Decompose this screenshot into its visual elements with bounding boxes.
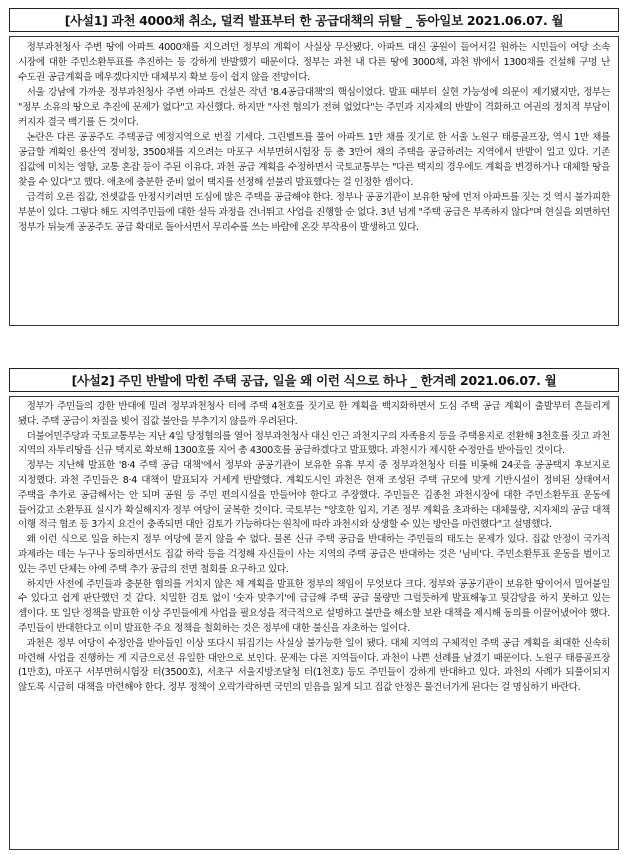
editorial2-title: [사설2] 주민 반발에 막힌 주택 공급, 일을 왜 이런 식으로 하나 _ 한겨레 2021.06.07. 월 <box>9 368 619 392</box>
editorial2-paragraph-4: 왜 이런 식으로 일을 하는지 정부 여당에 묻지 않을 수 없다. 물론 신규 주택 공급을 반대하는 주민들의 태도는 문제가 있다. 집값 안정이 국가적 과제라는 데는 누구나 동의하면서도 집값 하락 등을 걱정해 자신들이 사는 지역의 주택 공급은 반대하는 것은 '님비'다. 주민소환투표 운동을 벌이고 있는 주민 단체는 아예 주택 추가 공급의 전면 철회를 요구하고 있다. <box>18 534 610 575</box>
editorial2-paragraph-2: 더불어민주당과 국토교통부는 지난 4일 당정협의를 열어 정부과천청사 대신 인근 과천지구의 자족용지 등을 주택용지로 전환해 3천호를 짓고 과천 지역의 자투리땅을 신규 택지로 확보해 1300호를 지어 총 4300호를 공급하겠다고 발표했다. 과천시가 제시한 수정안을 받아들인 것이다. <box>18 430 610 457</box>
editorial2-paragraph-5: 하지만 사전에 주민들과 충분한 협의를 거치지 않은 채 계획을 발표한 정부의 책임이 무엇보다 크다. 정부와 공공기관이 보유한 땅이어서 밀어붙일 수 있다고 쉽게 판단했던 것 같다. 치밀한 검토 없이 '숫자 맞추기'에 급급해 주택 공급 물량만 그럴듯하게 발표해놓고 뒷감당을 하지 못하고 있는 셈이다. 또 일단 정책을 발표한 이상 주민들에게 사업을 필요성을 적극적으로 설명하고 불만을 해소할 보완 대책을 제시해 동의를 이끌어냈어야 했다. 주민들이 반대한다고 이미 발표한 주요 정책을 철회하는 것은 정부에 대한 불신을 자초하는 일이다. <box>18 578 610 634</box>
editorial2-paragraph-1: 정부가 주민들의 강한 반대에 밀려 정부과천청사 터에 주택 4천호를 짓기로 한 계획을 백지화하면서 도심 주택 공급 계획이 출발부터 흔들리게 됐다. 주택 공급이 차질을 빚어 집값 불안을 부추기지 않을까 우려된다. <box>18 401 610 427</box>
editorial1-paragraph-1: 정부과천청사 주변 땅에 아파트 4000채를 지으려던 정부의 계획이 사실상 무산됐다. 아파트 대신 공원이 들어서길 원하는 시민들이 여당 소속 시장에 대한 주민소환투표를 추진하는 등 강하게 반발했기 때문이다. 정부는 과천 내 다른 땅에 3000채, 과천 밖에서 1300채를 건설해 구멍 난 수도권 공급계획을 메우겠다지만 대체부지 확보 등이 쉽지 않을 전망이다. <box>18 42 610 83</box>
editorial1-paragraph-3: 논란은 다른 공공주도 주택공급 예정지역으로 번질 기세다. 그린벨트를 풀어 아파트 1만 채를 짓기로 한 서울 노원구 태릉골프장, 역시 1만 채를 공급할 계획인 용산역 정비창, 3500채를 지으려는 마포구 서부면허시험장 등 총 3만여 채의 주택을 공급하려는 지역에서 반발이 일고 있다. 기존 집값에 미치는 영향, 교통 혼잡 등이 주된 이유다. 과천 공급 계획을 수정하면서 국토교통부는 "다른 택지의 경우에도 계획을 변경하거나 대체할 땅을 찾을 수 있다"고 했다. 애초에 충분한 준비 없이 택지를 선정해 섣불리 발표했다는 걸 인정한 셈이다. <box>18 132 610 188</box>
editorial1-title: [사설1] 과천 4000채 취소, 덜컥 발표부터 한 공급대책의 뒤탈 _ 동아일보 2021.06.07. 월 <box>9 8 619 32</box>
editorial1-paragraph-4: 급격히 오른 집값, 전셋값을 안정시키려면 도심에 많은 주택을 공급해야 한다. 정부나 공공기관이 보유한 땅에 먼저 아파트를 짓는 것 역시 불가피한 부분이 있다. 그렇다 해도 지역주민들에 대한 설득 과정을 건너뛰고 사업을 진행할 순 없다. 3년 넘게 "주택 공급은 부족하지 않다"며 현실을 외면하던 정부가 뒤늦게 공공주도 공급 확대로 돌아서면서 무리수를 쓰는 바람에 온갖 부작용이 발생하고 있다. <box>18 192 610 233</box>
editorial2-paragraph-3: 정부는 지난해 발표한 '8·4 주택 공급 대책'에서 정부와 공공기관이 보유한 유휴 부지 중 정부과천청사 터를 비롯해 24곳을 공공택지 후보지로 지정했다. 과천 주민들은 8·4 대책이 발표되자 거세게 반발했다. 계획도시인 과천은 현재 조성된 주택 규모에 맞게 기반시설이 정비된 상태여서 주택을 추가로 공급해서는 안 되며 공원 등 주민 편의시설을 만들어야 한다고 주장했다. 주민들은 김종천 과천시장에 대한 주민소환투표 운동에 들어갔고 소환투표 실시가 확실해지자 정부 여당이 굴복한 것이다. 국토부는 "양호한 입지, 기존 정부 계획을 초과하는 대체물량, 지자체의 공급 대책 이행 적극 협조 등 3가지 요건이 충족되면 대안 검토가 가능하다는 원칙에 따라 과천시와 상생할 수 있는 방안을 마련했다"고 설명했다. <box>18 460 610 531</box>
editorial1-body <box>9 36 619 326</box>
editorial1-paragraph-2: 서울 강남에 가까운 정부과천청사 주변 아파트 건설은 작년 '8.4공급대책'의 핵심이었다. 발표 때부터 실현 가능성에 의문이 제기됐지만, 정부는 "정부 소유의 땅으로 추진에 문제가 없다"고 자신했다. 하지만 "사전 협의가 전혀 없었다"는 주민과 지자체의 반발이 격화하고 여권의 정치적 부담이 커지자 결국 백기를 든 것이다. <box>18 87 610 128</box>
editorial2-paragraph-6: 과천은 정부 여당이 수정안을 받아들인 이상 또다시 뒤집기는 사실상 불가능한 일이 됐다. 대체 지역의 구체적인 주택 공급 계획을 최대한 신속히 마련해 사업을 진행하는 게 지금으로선 유일한 대안으로 보인다. 문제는 다른 지역들이다. 과천이 나쁜 선례를 남겼기 때문이다. 노원구 태릉골프장(1만호), 마포구 서부면허시험장 터(3500호), 서초구 서울지방조달청 터(1천호) 등도 주민들이 강하게 반대하고 있다. 과천의 사례가 되풀이되지 않도록 시급히 대책을 마련해야 한다. 정부 정책이 오락가락하면 국민의 믿음을 잃게 되고 집값 안정은 물건너가게 된다는 걸 명심하기 바란다. <box>18 637 610 694</box>
editorial2-body <box>9 396 619 850</box>
